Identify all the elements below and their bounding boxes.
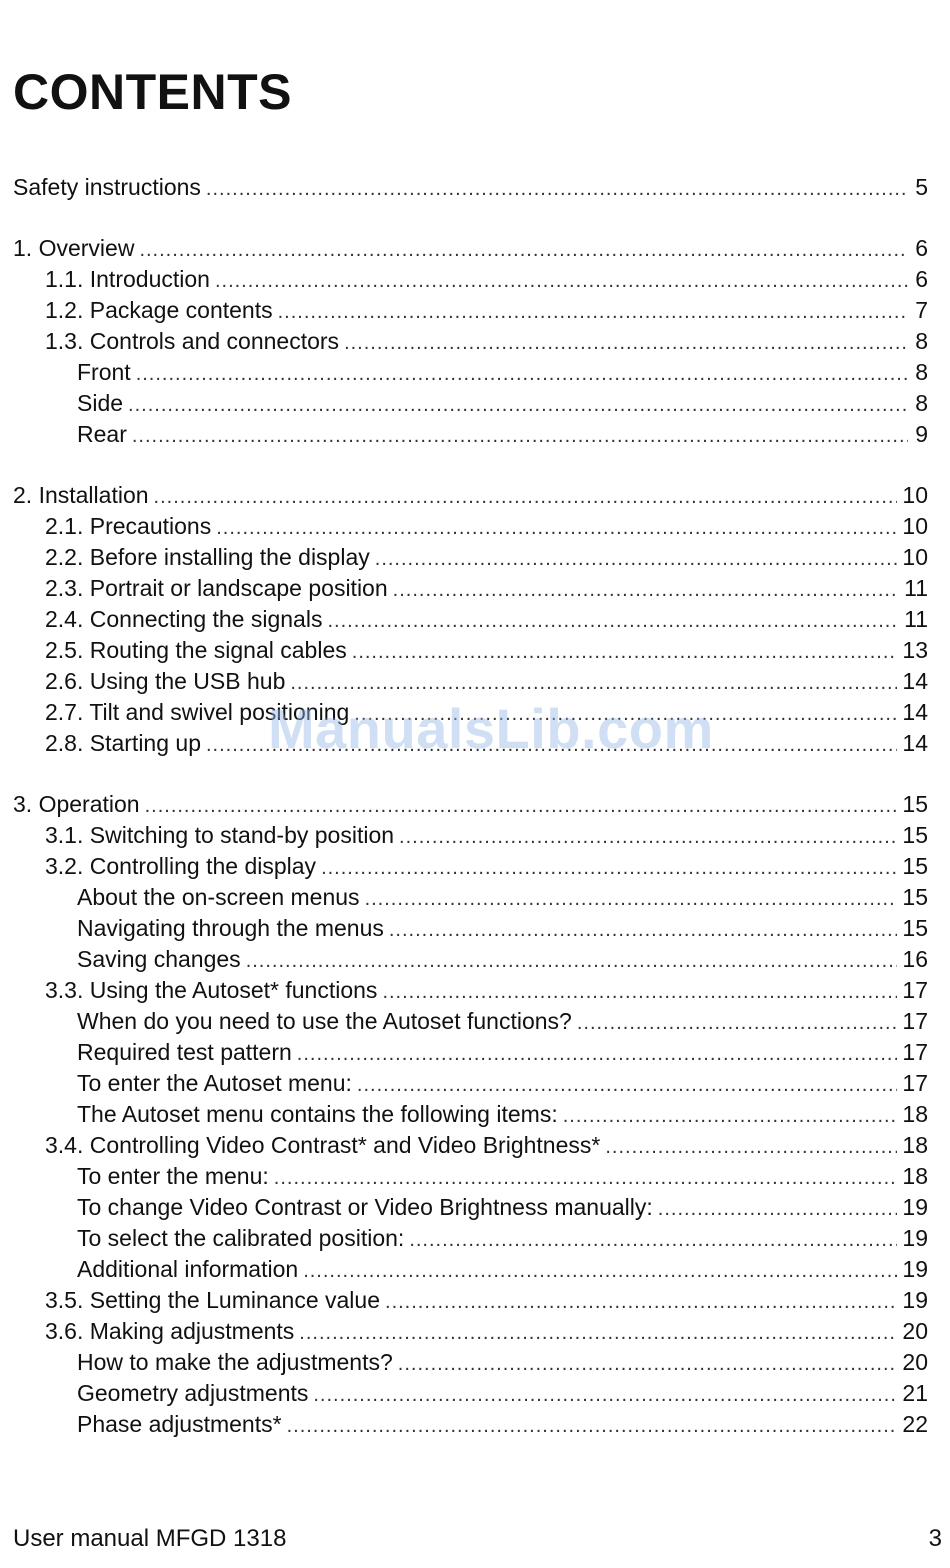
toc-dot-leader <box>216 513 897 544</box>
toc-entry-page-number: 19 <box>902 1194 928 1220</box>
toc-entry-title: 3.2. Controlling the display <box>45 853 317 879</box>
toc-entry-page-number: 9 <box>915 421 928 447</box>
toc-entry-title: 3.5. Setting the Luminance value <box>45 1287 381 1313</box>
toc-dot-leader <box>303 1256 897 1287</box>
toc-dot-leader <box>145 791 898 822</box>
toc-entry[interactable] <box>13 1316 928 1347</box>
toc-entry-title: To enter the menu: <box>77 1163 269 1189</box>
toc-entry-page-number: 10 <box>902 482 928 508</box>
toc-entry[interactable] <box>13 1006 928 1037</box>
toc-entry-title: 1. Overview <box>13 235 135 261</box>
toc-dot-leader <box>206 174 908 205</box>
toc-entry[interactable] <box>13 697 928 728</box>
toc-entry[interactable] <box>13 1409 928 1440</box>
toc-entry[interactable] <box>13 1037 928 1068</box>
toc-dot-leader <box>563 1101 898 1132</box>
toc-entry-title: 2.3. Portrait or landscape position <box>45 575 388 601</box>
toc-dot-leader <box>393 575 899 606</box>
toc-dot-leader <box>136 359 908 390</box>
toc-entry[interactable] <box>13 789 928 820</box>
toc-entry-title: When do you need to use the Autoset functions? <box>77 1008 572 1034</box>
toc-entry-title: Required test pattern <box>77 1039 292 1065</box>
toc-entry-page-number: 6 <box>915 235 928 261</box>
toc-entry[interactable] <box>13 1192 928 1223</box>
toc-entry-title: 2.8. Starting up <box>45 730 201 756</box>
toc-entry[interactable] <box>13 944 928 975</box>
toc-dot-leader <box>354 699 897 730</box>
toc-entry-title: 2.7. Tilt and swivel positioning <box>45 699 350 725</box>
toc-dot-leader <box>344 328 908 359</box>
toc-dot-leader <box>382 977 897 1008</box>
page-footer <box>13 1523 942 1555</box>
toc-dot-leader <box>128 390 908 421</box>
toc-entry-title: To change Video Contrast or Video Brightness manually: <box>77 1194 653 1220</box>
toc-entry[interactable] <box>13 573 928 604</box>
toc-dot-leader <box>313 1380 897 1411</box>
toc-entry-title: Navigating through the menus <box>77 915 384 941</box>
toc-entry[interactable] <box>13 511 928 542</box>
toc-entry[interactable] <box>13 1161 928 1192</box>
toc-entry-page-number: 15 <box>902 915 928 941</box>
toc-entry[interactable] <box>13 388 928 419</box>
toc-entry-title: 3.3. Using the Autoset* functions <box>45 977 378 1003</box>
toc-dot-leader <box>385 1287 897 1318</box>
toc-entry[interactable] <box>13 419 928 450</box>
toc-entry[interactable] <box>13 1378 928 1409</box>
toc-entry-title: 1.1. Introduction <box>45 266 210 292</box>
toc-entry-title: Rear <box>77 421 127 447</box>
toc-dot-leader <box>389 915 898 946</box>
toc-entry[interactable] <box>13 1254 928 1285</box>
toc-dot-leader <box>154 482 898 513</box>
toc-dot-leader <box>215 266 908 297</box>
toc-entry-page-number: 13 <box>902 637 928 663</box>
toc-entry-title: 1.3. Controls and connectors <box>45 328 340 354</box>
toc-entry-title: Saving changes <box>77 946 241 972</box>
toc-entry-title: 2.1. Precautions <box>45 513 212 539</box>
toc-entry-page-number: 17 <box>902 977 928 1003</box>
toc-entry-page-number: 19 <box>902 1256 928 1282</box>
toc-entry-title: About the on-screen menus <box>77 884 360 910</box>
toc-dot-leader <box>206 730 897 761</box>
toc-entry[interactable] <box>13 975 928 1006</box>
toc-dot-leader <box>365 884 898 915</box>
toc-entry-title: 2. Installation <box>13 482 149 508</box>
toc-dot-leader <box>352 637 898 668</box>
toc-entry-page-number: 11 <box>904 606 928 632</box>
toc-entry-page-number: 11 <box>904 575 928 601</box>
toc-entry-title: 1.2. Package contents <box>45 297 273 323</box>
toc-entry-page-number: 8 <box>915 359 928 385</box>
toc-entry[interactable] <box>13 635 928 666</box>
toc-dot-leader <box>605 1132 897 1163</box>
toc-entry-title: To enter the Autoset menu: <box>77 1070 352 1096</box>
toc-dot-leader <box>287 1411 898 1442</box>
toc-entry-page-number: 16 <box>902 946 928 972</box>
toc-entry-title: Additional information <box>77 1256 299 1282</box>
toc-entry-page-number: 10 <box>902 513 928 539</box>
toc-entry-page-number: 21 <box>902 1380 928 1406</box>
toc-entry-title: Side <box>77 390 124 416</box>
toc-dot-leader <box>139 235 908 266</box>
watermark: ManualsLib.com <box>268 697 714 760</box>
toc-entry[interactable] <box>13 172 928 203</box>
toc-entry-title: 3.4. Controlling Video Contrast* and Video Brightness* <box>45 1132 601 1158</box>
table-of-contents <box>13 172 928 1440</box>
toc-entry-title: 2.2. Before installing the display <box>45 544 370 570</box>
toc-entry[interactable] <box>13 604 928 635</box>
toc-entry[interactable] <box>13 1285 928 1316</box>
toc-entry-title: Geometry adjustments <box>77 1380 309 1406</box>
toc-entry-title: 2.6. Using the USB hub <box>45 668 286 694</box>
toc-entry-page-number: 18 <box>902 1101 928 1127</box>
toc-dot-leader <box>246 946 898 977</box>
toc-entry[interactable] <box>13 1130 928 1161</box>
page-title: CONTENTS <box>13 64 292 120</box>
toc-entry-page-number: 14 <box>902 668 928 694</box>
footer-page-number: 3 <box>928 1525 942 1552</box>
toc-dot-leader <box>132 421 908 452</box>
toc-entry-page-number: 7 <box>915 297 928 323</box>
toc-entry[interactable] <box>13 1099 928 1130</box>
toc-entry[interactable] <box>13 882 928 913</box>
toc-entry[interactable] <box>13 480 928 511</box>
toc-entry-page-number: 18 <box>902 1163 928 1189</box>
toc-dot-leader <box>398 1349 898 1380</box>
toc-dot-leader <box>274 1163 898 1194</box>
toc-entry[interactable] <box>13 1068 928 1099</box>
footer-document-title: User manual MFGD 1318 <box>13 1525 287 1552</box>
toc-entry[interactable] <box>13 542 928 573</box>
toc-entry-page-number: 19 <box>902 1225 928 1251</box>
toc-entry[interactable] <box>13 233 928 264</box>
toc-dot-leader <box>658 1194 898 1225</box>
toc-entry-page-number: 19 <box>902 1287 928 1313</box>
toc-entry-title: 3. Operation <box>13 791 140 817</box>
toc-entry-title: Front <box>77 359 131 385</box>
toc-entry-page-number: 8 <box>915 390 928 416</box>
toc-entry-page-number: 20 <box>902 1318 928 1344</box>
toc-entry-page-number: 17 <box>902 1039 928 1065</box>
toc-entry-title: Safety instructions <box>13 174 201 200</box>
toc-entry[interactable] <box>13 666 928 697</box>
toc-entry-page-number: 14 <box>902 699 928 725</box>
toc-entry-title: How to make the adjustments? <box>77 1349 393 1375</box>
toc-entry[interactable] <box>13 913 928 944</box>
toc-entry-page-number: 8 <box>915 328 928 354</box>
toc-entry-title: 3.1. Switching to stand-by position <box>45 822 395 848</box>
toc-entry-page-number: 15 <box>902 822 928 848</box>
toc-entry[interactable] <box>13 1223 928 1254</box>
toc-entry[interactable] <box>13 820 928 851</box>
toc-dot-leader <box>409 1225 897 1256</box>
toc-entry[interactable] <box>13 326 928 357</box>
toc-entry[interactable] <box>13 851 928 882</box>
toc-entry-title: 3.6. Making adjustments <box>45 1318 295 1344</box>
toc-dot-leader <box>399 822 897 853</box>
toc-entry-title: The Autoset menu contains the following items: <box>77 1101 558 1127</box>
toc-entry-title: To select the calibrated position: <box>77 1225 405 1251</box>
toc-entry-page-number: 14 <box>902 730 928 756</box>
toc-dot-leader <box>290 668 897 699</box>
toc-entry[interactable] <box>13 1347 928 1378</box>
toc-entry-page-number: 20 <box>902 1349 928 1375</box>
toc-entry[interactable] <box>13 728 928 759</box>
toc-entry[interactable] <box>13 357 928 388</box>
toc-entry-page-number: 17 <box>902 1008 928 1034</box>
toc-entry-page-number: 18 <box>902 1132 928 1158</box>
toc-entry-page-number: 15 <box>902 791 928 817</box>
toc-entry-page-number: 10 <box>902 544 928 570</box>
toc-entry-page-number: 15 <box>902 884 928 910</box>
toc-dot-leader <box>357 1070 898 1101</box>
toc-dot-leader <box>327 606 899 637</box>
toc-dot-leader <box>299 1318 897 1349</box>
toc-dot-leader <box>321 853 897 884</box>
toc-entry-page-number: 6 <box>915 266 928 292</box>
toc-entry-title: 2.4. Connecting the signals <box>45 606 323 632</box>
toc-dot-leader <box>375 544 898 575</box>
toc-entry[interactable] <box>13 295 928 326</box>
toc-dot-leader <box>577 1008 898 1039</box>
toc-entry-title: Phase adjustments* <box>77 1411 282 1437</box>
toc-entry-page-number: 17 <box>902 1070 928 1096</box>
toc-entry-page-number: 22 <box>902 1411 928 1437</box>
toc-dot-leader <box>297 1039 898 1070</box>
toc-entry-page-number: 15 <box>902 853 928 879</box>
toc-entry[interactable] <box>13 264 928 295</box>
toc-entry-title: 2.5. Routing the signal cables <box>45 637 347 663</box>
toc-entry-page-number: 5 <box>915 174 928 200</box>
toc-dot-leader <box>278 297 908 328</box>
